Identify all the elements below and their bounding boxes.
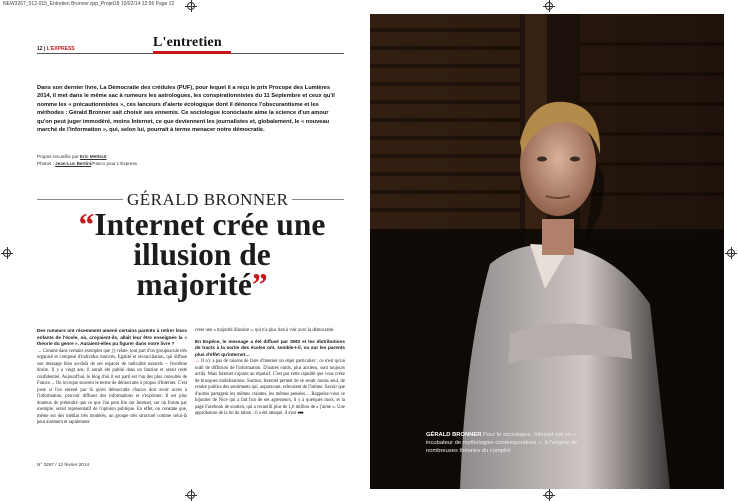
author-name: GÉRALD BRONNER [123, 190, 292, 210]
answer-arrow-icon: → [195, 359, 200, 364]
registration-mark-icon [3, 249, 11, 257]
registration-mark-icon [187, 2, 195, 10]
credits-photo-prefix: Photos : [37, 160, 56, 166]
continued-marker: ●●● [297, 411, 303, 416]
headline [72, 207, 332, 302]
headline-close-quote: ” [251, 267, 268, 302]
registration-mark-icon [187, 491, 195, 499]
credits-photo-agency: /Pasco pour L'Express [91, 160, 137, 166]
photo-caption [426, 432, 586, 455]
registration-mark-icon [545, 2, 553, 10]
registration-mark-icon [545, 491, 553, 499]
credits-photographer: Jean-Luc Bertini [55, 160, 92, 166]
registration-mark-icon [727, 249, 735, 257]
portrait-photo [370, 14, 724, 489]
section-title: L'entretien [153, 35, 222, 50]
caption-name: GÉRALD BRONNER [426, 432, 482, 438]
answer-arrow-icon: → [37, 348, 42, 354]
question-1: Des rumeurs ont récemment amené certains parents à retirer leurs enfants de l'école, où, croyaient-ils, allait leur être enseignée la « théorie du genre ». Auraient-elles pu figurer dans votre livre ? [37, 328, 187, 346]
caption-text: Pour le sociologue, Internet est un « incubateur de mythologies contemporaines », à l'origine de nombreuses théories du complot. [426, 432, 578, 454]
question-2: En Espéce, le message a été diffusé par SMS et les distributions de tracts à la sortie des écoles ont, semble-t-il, vu sur les parents plus d'effet qu'internet… [195, 338, 345, 357]
magazine-brand: L'EXPRESS [46, 46, 75, 52]
answer-1: Comme dans certains exemples que j'y relate, tout part d'un groupuscule très organisé et composé d'individus motivés, Egalité et réconciliation, qui diffuse son message bien au-delà de ses espaces de radicalité naturels – l'extrême droite. Il y a vingt ans, il aurait été publié dans un fanzine et serait resté confidentiel. Aujourd'hui, le blog d'où il est parti est l'un des plus consultés de France… On invoque souvent le terme de démocratie à propos d'Internet. C'est juste si l'on entend par là qu'en démocratie chacun doit avoir accès à l'information, pouvoir diffuser des informations et s'exprimer. Il est plus douteux de prétendre que ce que l'on peut lire sur Internet, sur un forum par exemple, serait représentatif de l'opinion publique. En effet, on constate que, même sur des médias très modérés, un groupe très structuré comme celui-là peut aisément et rapidement [37, 348, 187, 425]
credits-interviewer: Eric Mettout [79, 154, 107, 159]
print-slug: NEW3267_012-015_Entretien Bronner.qxp_Projet18 10/02/14 12:56 Page 12 [3, 1, 175, 7]
page-folio: 12 | L'EXPRESS [37, 46, 75, 52]
headline-open-quote: “ [78, 207, 95, 242]
headline-text: Internet crée une illusion de majorité [94, 207, 326, 302]
intro-paragraph: Dans son dernier livre, La Démocratie des crédules (PUF), pour lequel il a reçu le prix Procope des Lumières 2014, il met dans le même sac à rumeurs les astrologues, les conspirationnistes du 11 Septembre et ceux qu'il nomme les « précautionnistes », ces lanceurs d'alerte écologique dont il dénonce l'obscurantisme et les méthodes : Gérald Bronner sait choisir ses ennemis. Ce sociologue iconoclaste aime la science d'un amour qu'on peut juger immodéré, moins Internet, ce que deviennent les journalistes et, globalement, le « nouveau marché de l'information », qui, selon lui, pourrait à terme menacer notre démocratie. [37, 85, 335, 134]
credits-interview-prefix: Propos recueillis par [37, 154, 80, 159]
page-number: 12 [37, 46, 43, 52]
section-accent-bar [153, 51, 231, 54]
answer-2: Il n'y a pas de raisons de faire d'Internet un objet particulier : ce n'est qu'un outil de diffusion de l'information. D'autres outils, plus anciens, sont toujours actifs. Mais Internet s'ajoute au répulsif. C'est par cette rapidité que vous créez de brusques mobilisations. Surtout, Internet permet de se sentir moins seul, de rendre publics des sentiments qui, auparavant, relevaient de l'intime. Savoir que d'autres partagent les mêmes craintes, les mêmes pensées… Rappelez-vous ce bijoutier de Nice qui a fait l'un de ses agresseurs, il y a quelques mois, et la page Facebook de soutien, qui a recueilli plus de 1,6 million de « j'aime ». Une approbation de la loi du talion : il a été attaqué, il s'est [195, 359, 345, 416]
credits [37, 154, 137, 167]
issue-footer: N° 3267 / 12 février 2014 [37, 462, 90, 467]
body-column-2 [195, 328, 345, 418]
answer-1-continued: créer une « majorité illusoire », qui n'a plus rien à voir avec la démocratie. [195, 328, 335, 333]
body-column-1 [37, 328, 187, 427]
